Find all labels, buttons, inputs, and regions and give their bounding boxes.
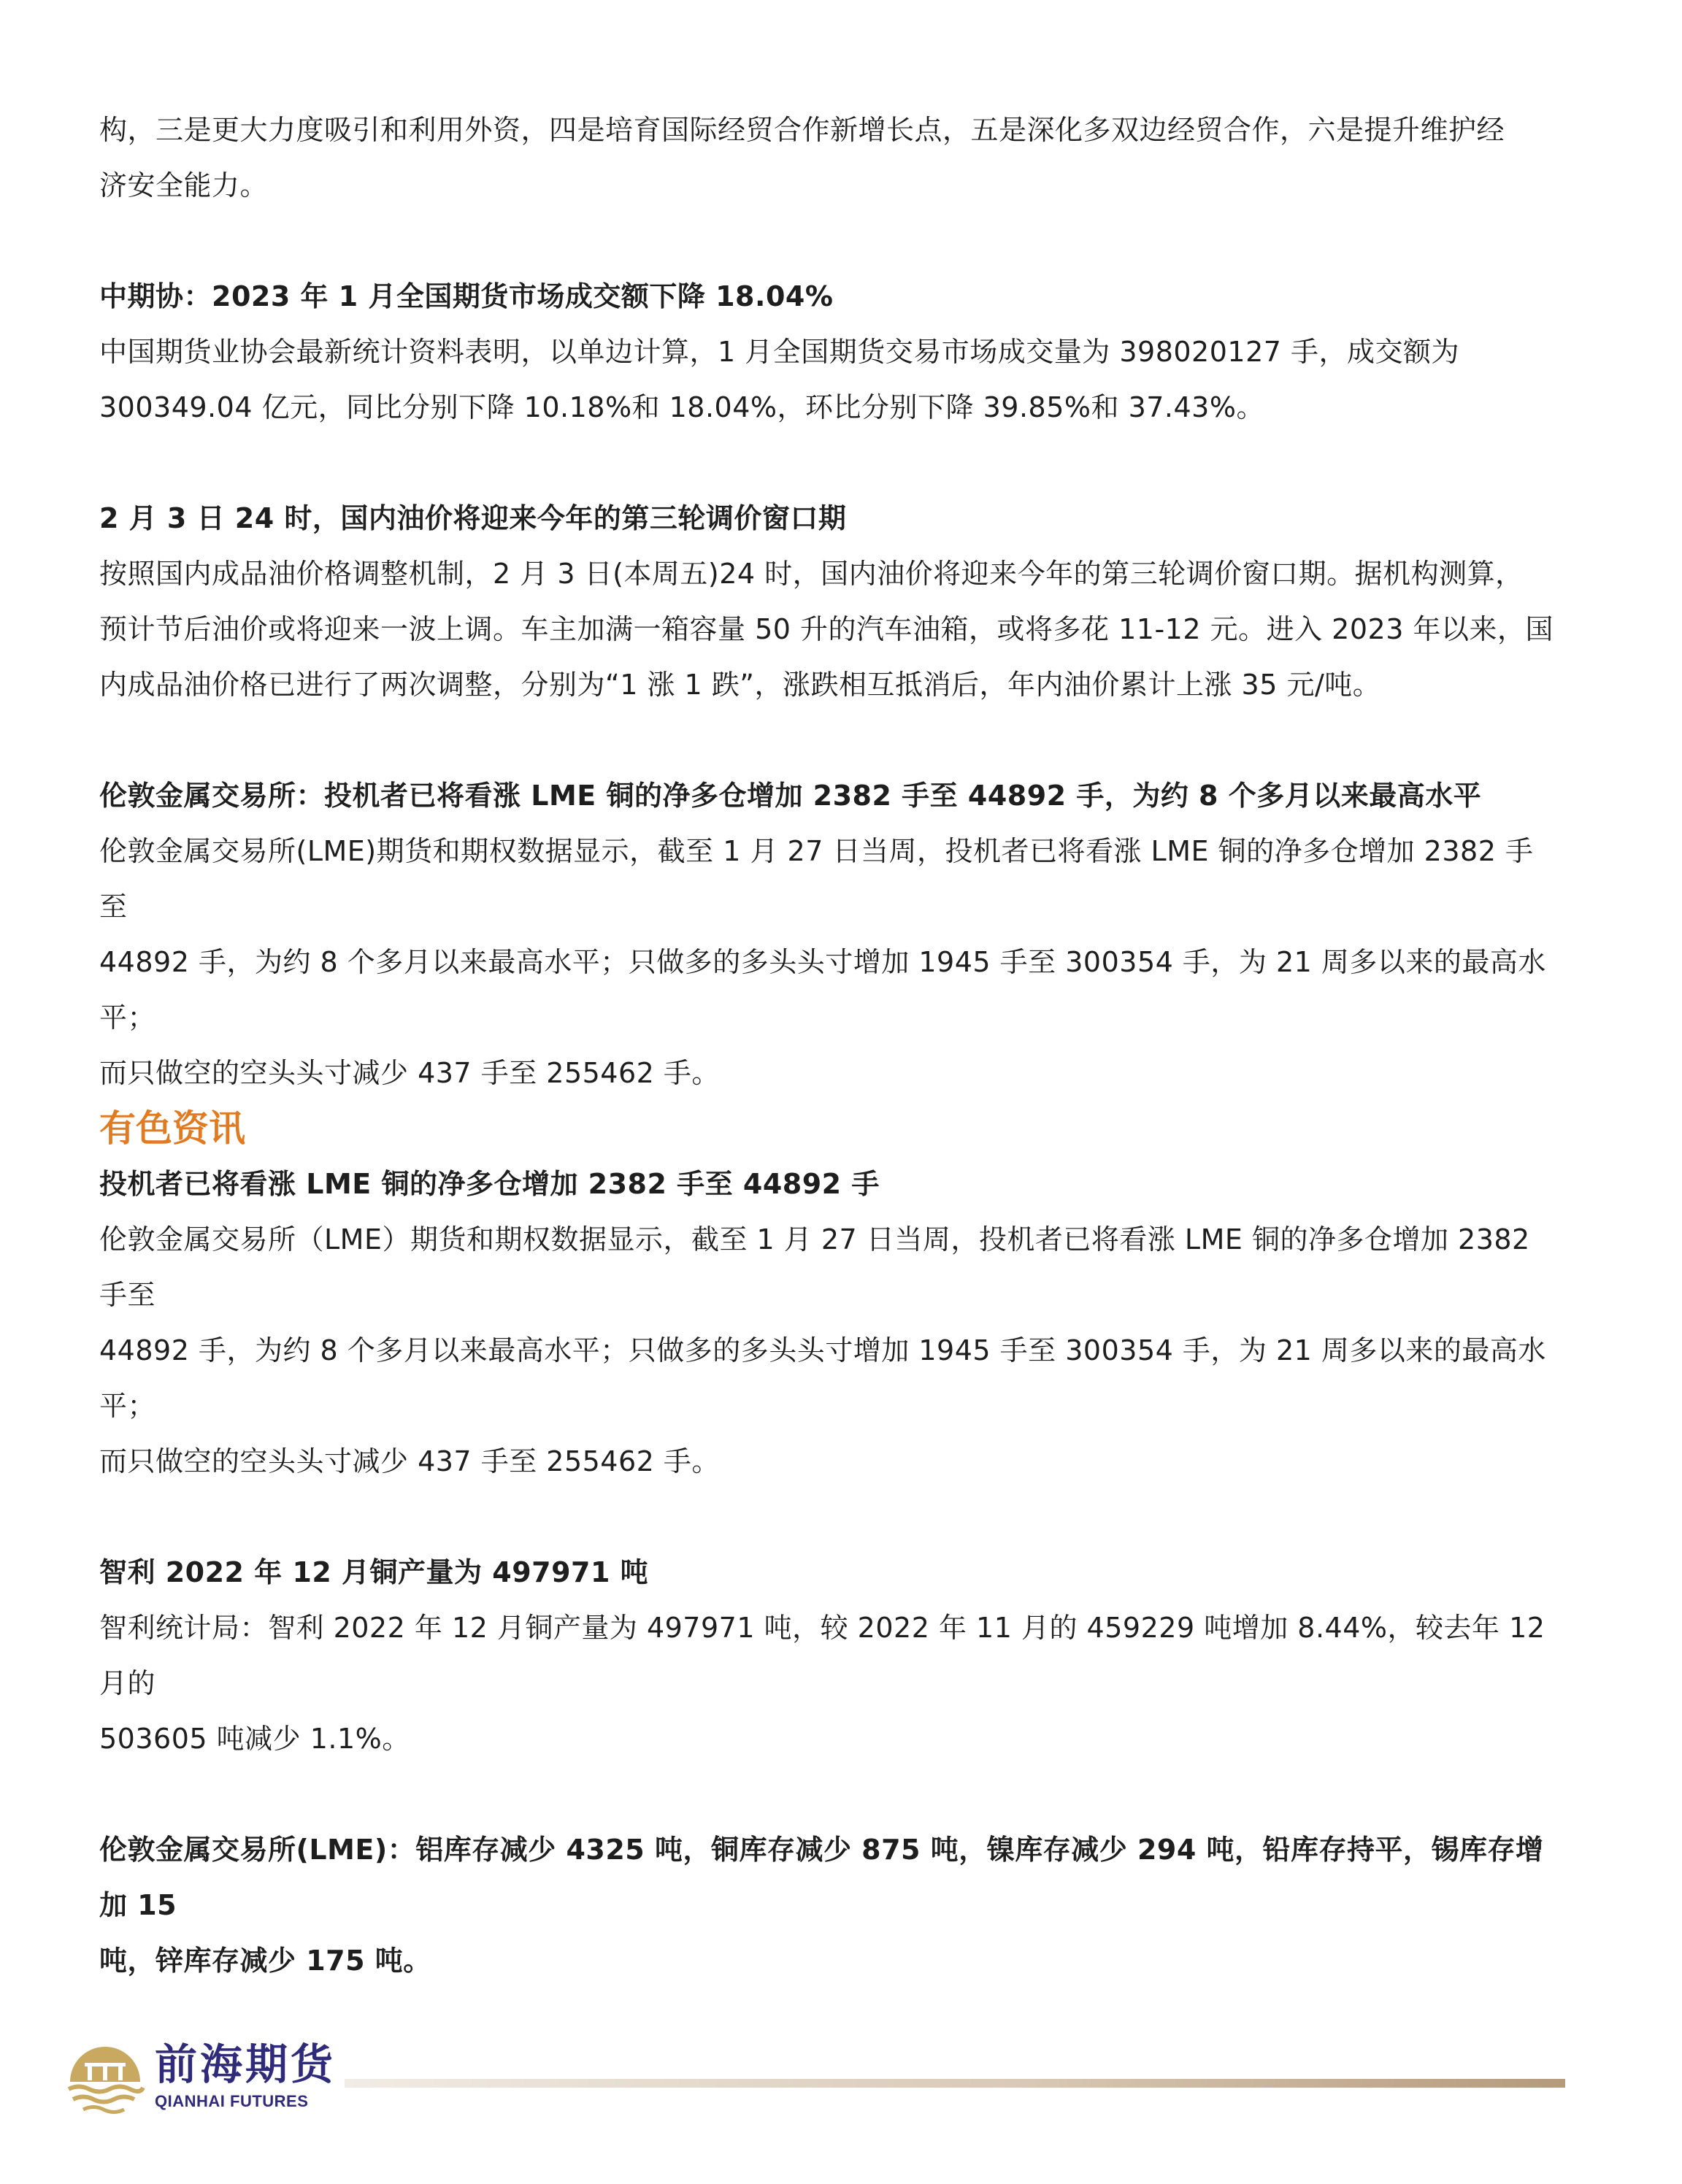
news-heading: 中期协：2023 年 1 月全国期货市场成交额下降 18.04% — [99, 280, 834, 312]
news-text-line: 而只做空的空头头寸减少 437 手至 255462 手。 — [99, 1445, 720, 1477]
news-text-line: 44892 手，为约 8 个多月以来最高水平；只做多的多头头寸增加 1945 手至 300354 手，为 21 周多以来的最高水平； — [99, 1334, 1546, 1422]
news-text-line: 按照国内成品油价格调整机制，2 月 3 日(本周五)24 时，国内油价将迎来今年的第三轮调价窗口期。据机构测算， — [99, 558, 1524, 590]
news-text-line: 预计节后油价或将迎来一波上调。车主加满一箱容量 50 升的汽车油箱，或将多花 11-12 元。进入 2023 年以来，国 — [99, 613, 1554, 645]
news-heading: 2 月 3 日 24 时，国内油价将迎来今年的第三轮调价窗口期 — [99, 502, 847, 534]
document-body — [99, 102, 1559, 1988]
news-text-line: 而只做空的空头头寸减少 437 手至 255462 手。 — [99, 1057, 720, 1089]
news-text-line: 中国期货业协会最新统计资料表明，以单边计算，1 月全国期货交易市场成交量为 398020127 手，成交额为 — [99, 336, 1460, 368]
news-heading: 吨，锌库存减少 175 吨。 — [99, 1945, 431, 1977]
qianhai-logo-icon — [64, 2042, 146, 2115]
news-text-line: 503605 吨减少 1.1%。 — [99, 1723, 410, 1755]
section-title: 有色资讯 — [99, 1107, 245, 1150]
intro-text-line: 济安全能力。 — [99, 169, 269, 201]
news-text-line: 44892 手，为约 8 个多月以来最高水平；只做多的多头头寸增加 1945 手至 300354 手，为 21 周多以来的最高水平； — [99, 946, 1546, 1034]
news-heading: 伦敦金属交易所(LME)：铝库存减少 4325 吨，铜库存减少 875 吨，镍库存减少 294 吨，铅库存持平，锡库存增加 15 — [99, 1834, 1544, 1921]
page-footer — [64, 2037, 1568, 2124]
news-text-line: 智利统计局：智利 2022 年 12 月铜产量为 497971 吨，较 2022 年 11 月的 459229 吨增加 8.44%，较去年 12 月的 — [99, 1612, 1545, 1699]
company-logo-english: QIANHAI FUTURES — [155, 2092, 309, 2110]
intro-text-line: 构，三是更大力度吸引和利用外资，四是培育国际经贸合作新增长点，五是深化多双边经贸合作，六是提升维护经 — [99, 114, 1505, 146]
footer-divider — [345, 2079, 1565, 2088]
news-text-line: 内成品油价格已进行了两次调整，分别为“1 涨 1 跌”，涨跌相互抵消后，年内油价累计上涨 35 元/吨。 — [99, 669, 1381, 701]
company-logo-name: 前海期货 — [155, 2039, 337, 2089]
news-text-line: 伦敦金属交易所(LME)期货和期权数据显示，截至 1 月 27 日当周，投机者已将看涨 LME 铜的净多仓增加 2382 手至 — [99, 835, 1534, 923]
news-heading: 伦敦金属交易所：投机者已将看涨 LME 铜的净多仓增加 2382 手至 44892 手，为约 8 个多月以来最高水平 — [99, 780, 1482, 812]
news-text-line: 伦敦金属交易所（LME）期货和期权数据显示，截至 1 月 27 日当周，投机者已将看涨 LME 铜的净多仓增加 2382 手至 — [99, 1223, 1530, 1311]
news-heading: 投机者已将看涨 LME 铜的净多仓增加 2382 手至 44892 手 — [99, 1168, 880, 1200]
news-heading: 智利 2022 年 12 月铜产量为 497971 吨 — [99, 1556, 649, 1588]
news-text-line: 300349.04 亿元，同比分别下降 10.18%和 18.04%，环比分别下降 39.85%和 37.43%。 — [99, 391, 1264, 423]
